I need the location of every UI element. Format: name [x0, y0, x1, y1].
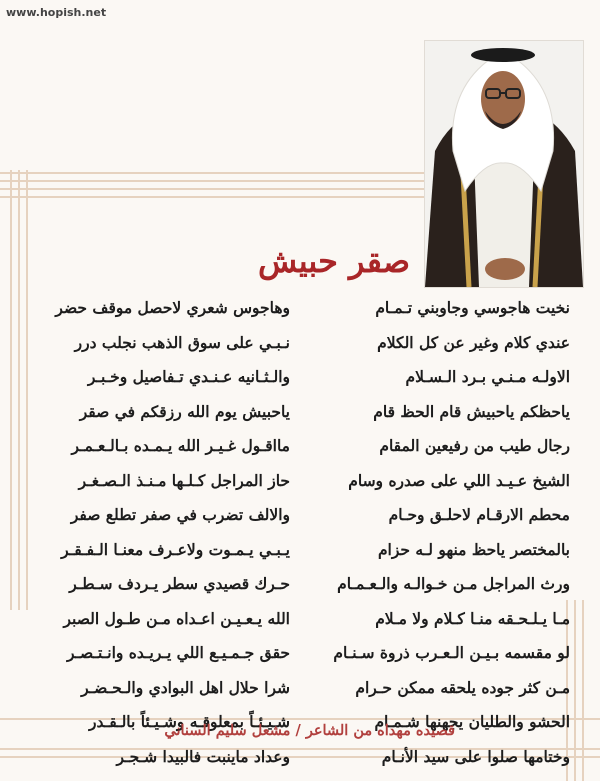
page-title: صقر حبيش — [257, 242, 410, 280]
poem-verse — [40, 331, 570, 366]
verse-second-half: حقق جـمـيـع اللي يـريـده وانـتـصـر — [66, 643, 290, 662]
verse-first-half: بالمختصر ياحظ منهو لـه حزام — [377, 539, 570, 559]
poem-verse — [40, 434, 570, 469]
site-watermark: www.hopish.net — [6, 6, 107, 19]
frame-line — [0, 180, 425, 182]
frame-line — [0, 188, 425, 190]
verse-second-half: نـبـي على سوق الذهب نجلب درر — [74, 332, 290, 352]
portrait-illustration — [425, 41, 583, 287]
verse-first-half: الشيخ عـيـد اللي على صدره وسام — [348, 470, 570, 490]
verse-second-half: حاز المراجل كـلـها مـنـذ الـصـغـر — [78, 470, 290, 490]
poem — [40, 296, 570, 779]
verse-first-half: رجال طيب من رفيعين المقام — [379, 436, 570, 455]
poem-verse — [40, 745, 570, 780]
verse-second-half: والالف تضرب في صفر تطلع صفر — [70, 505, 290, 524]
poem-verse — [40, 676, 570, 711]
verse-second-half: يـبـي يـمـوت ولاعـرف معنـا الـفـقـر — [61, 539, 290, 559]
verse-second-half: وهاجوس شعري لاحصل موقف حضر — [55, 298, 290, 317]
verse-first-half: نخيت هاجوسي وجاوبني تـمـام — [375, 298, 570, 317]
verse-second-half: شرا حلال اهل البوادي والـحـضـر — [81, 677, 290, 697]
poem-verse — [40, 538, 570, 573]
verse-second-half: حـرك قصيدي سطر يـردف سـطـر — [69, 574, 290, 593]
verse-first-half: محطم الارقـام لاحلـق وحـام — [388, 505, 570, 524]
verse-second-half: شـيـئـاً بمعلوقـه وشـيـئاً بالـقـدر — [89, 712, 290, 731]
poem-verse — [40, 503, 570, 538]
portrait-photo — [424, 40, 584, 288]
poem-verse — [40, 400, 570, 435]
verse-first-half: وختامها صلوا على سيد الأنـام — [381, 746, 570, 766]
verse-first-half: مـن كثر جوده يلحقه ممكن حـرام — [355, 677, 570, 697]
verse-first-half: ورث المراجل مـن خـوالـه والـعـمـام — [337, 574, 570, 593]
verse-first-half: عندي كلام وغير عن كل الكلام — [377, 332, 570, 352]
verse-first-half: الحشو والطليان يجهنها شـمـام — [374, 712, 570, 731]
poem-verse — [40, 607, 570, 642]
verse-first-half: مـا يـلـحـقه منـا كـلام ولا مـلام — [375, 608, 570, 628]
poem-dedication: قصيده مهداه من الشاعر / مشعل سليم السناني — [164, 722, 455, 739]
verse-first-half: ياحظكم ياحبيش قام الحظ قام — [373, 401, 570, 421]
verse-first-half: لو مقسمه بـيـن الـعـرب ذروة سـنـام — [333, 643, 570, 662]
poem-verse — [40, 296, 570, 331]
verse-second-half: الله يـعـيـن اعـداه مـن طـول الصبر — [63, 608, 290, 628]
verse-second-half: وعداد ماينبت فالبيدا شـجـر — [116, 746, 290, 766]
frame-line — [0, 196, 425, 198]
frame-line — [0, 172, 425, 174]
poem-verse — [40, 365, 570, 400]
frame-line — [10, 170, 12, 610]
poem-verse — [40, 469, 570, 504]
frame-line — [18, 170, 20, 610]
verse-second-half: مااقـول غـيـر الله يـمـده بـالـعـمـر — [71, 436, 290, 455]
frame-line — [582, 600, 584, 781]
poem-verse — [40, 641, 570, 676]
frame-line — [26, 170, 28, 610]
verse-first-half: الاولـه مـنـي بـرد الـسـلام — [405, 367, 570, 386]
verse-second-half: والـثـانيه عـنـدي تـفاصيل وخـبـر — [87, 367, 290, 386]
poem-verse — [40, 572, 570, 607]
frame-line — [574, 600, 576, 781]
verse-second-half: ياحبيش يوم الله رزقكم في صقر — [79, 401, 290, 421]
